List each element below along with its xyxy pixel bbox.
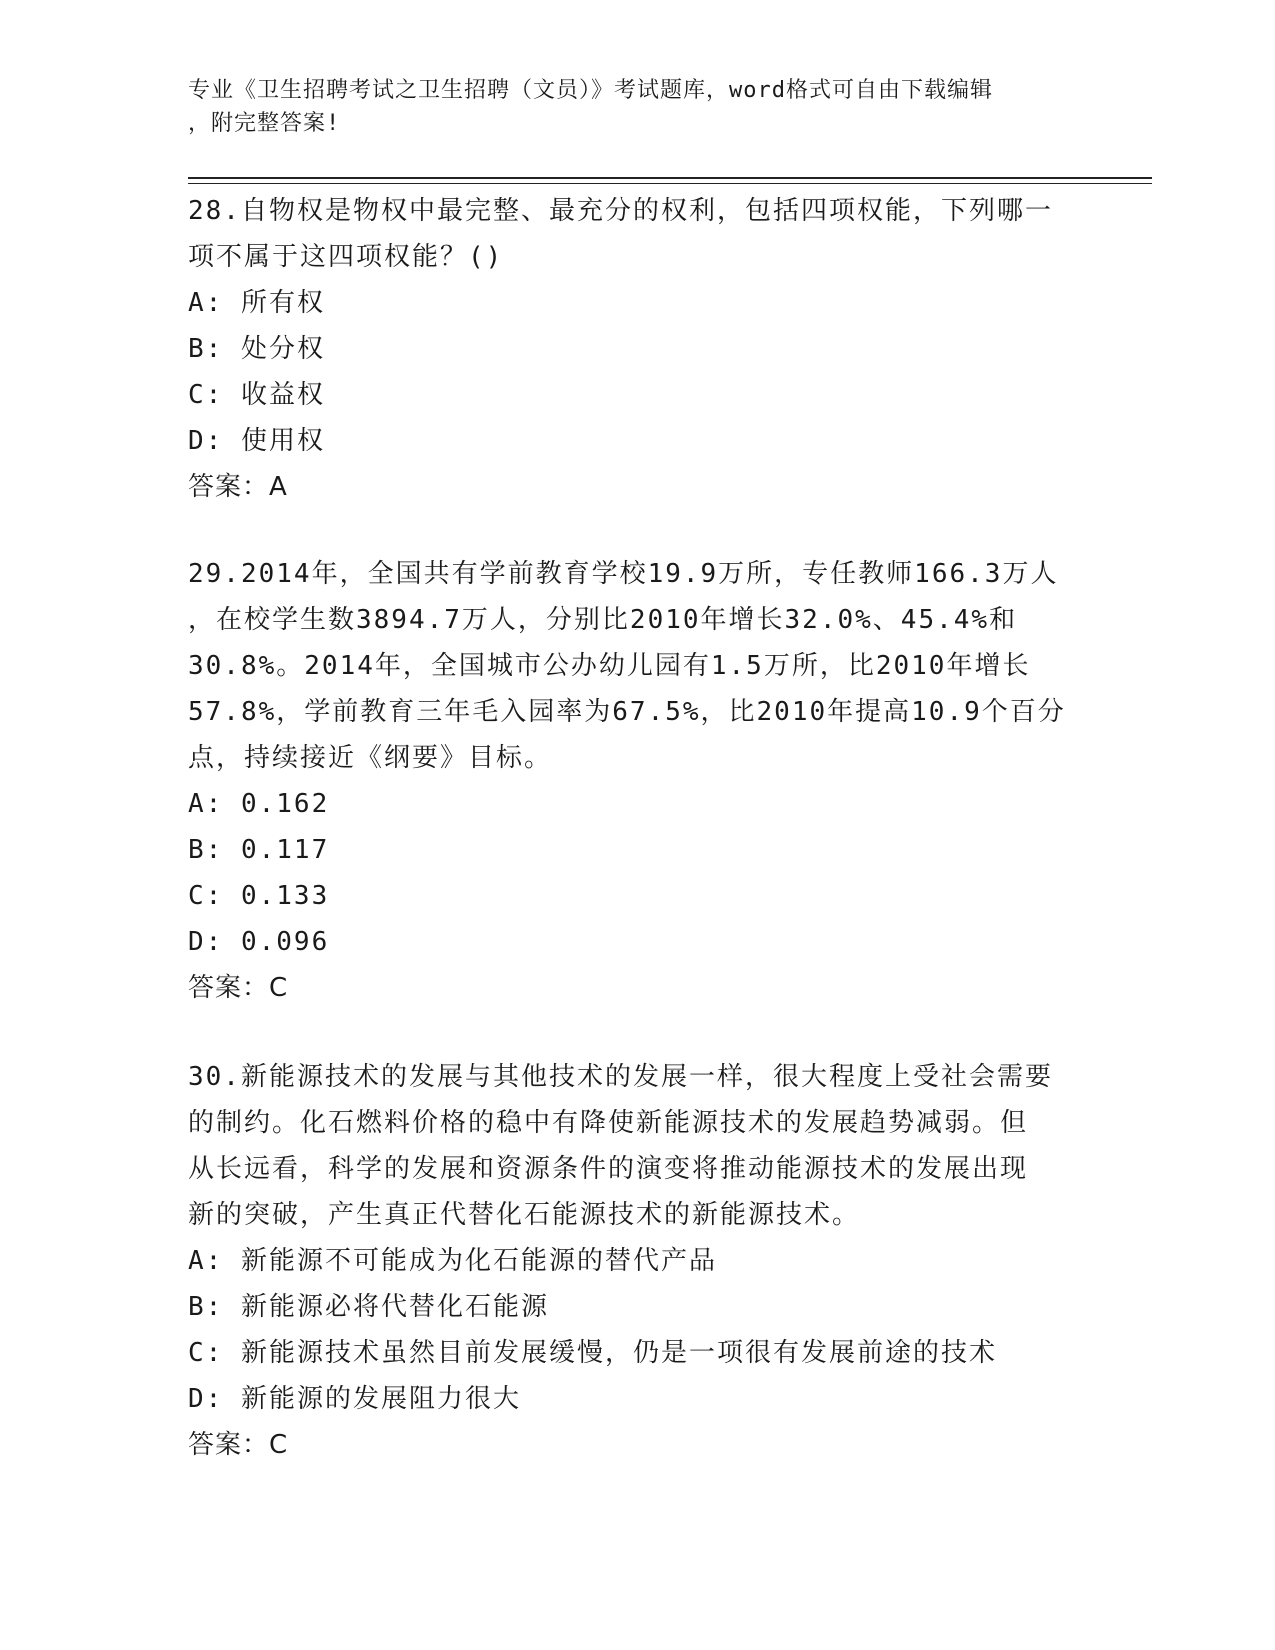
option-d: D: 使用权 [188, 426, 325, 456]
option-b: B: 新能源必将代替化石能源 [188, 1292, 549, 1322]
question-stem-line: 30.新能源技术的发展与其他技术的发展一样，很大程度上受社会需要 [188, 1062, 1053, 1092]
question-29 [188, 551, 1088, 1011]
option-a: A: 所有权 [188, 288, 325, 318]
option-b: B: 处分权 [188, 334, 325, 364]
question-stem-line: 29.2014年，全国共有学前教育学校19.9万所，专任教师166.3万人 [188, 559, 1059, 589]
document-header [188, 74, 1068, 140]
question-stem-line: 项不属于这四项权能？() [188, 242, 504, 272]
question-30 [188, 1054, 1088, 1468]
answer-line: 答案：C [188, 973, 289, 1003]
option-a: A: 新能源不可能成为化石能源的替代产品 [188, 1246, 717, 1276]
option-c: C: 收益权 [188, 380, 325, 410]
question-stem-line: 从长远看，科学的发展和资源条件的演变将推动能源技术的发展出现 [188, 1154, 1029, 1184]
option-c: C: 新能源技术虽然目前发展缓慢，仍是一项很有发展前途的技术 [188, 1338, 997, 1368]
option-a: A: 0.162 [188, 789, 330, 819]
option-d: D: 新能源的发展阻力很大 [188, 1384, 521, 1414]
option-b: B: 0.117 [188, 835, 330, 865]
option-c: C: 0.133 [188, 881, 330, 911]
question-stem-line: 30.8%。2014年，全国城市公办幼儿园有1.5万所，比2010年增长 [188, 651, 1031, 681]
option-d: D: 0.096 [188, 927, 330, 957]
question-stem-line: 28.自物权是物权中最完整、最充分的权利，包括四项权能，下列哪一 [188, 196, 1053, 226]
question-stem-line: 57.8%，学前教育三年毛入园率为67.5%，比2010年提高10.9个百分 [188, 697, 1066, 727]
question-stem-line: ，在校学生数3894.7万人，分别比2010年增长32.0%、45.4%和 [188, 605, 1018, 635]
header-line-1: 专业《卫生招聘考试之卫生招聘（文员）》考试题库，word格式可自由下载编辑 [188, 78, 993, 103]
header-divider-thick [188, 177, 1152, 179]
header-line-2: ，附完整答案! [188, 111, 341, 136]
question-stem-line: 的制约。化石燃料价格的稳中有降使新能源技术的发展趋势减弱。但 [188, 1108, 1029, 1138]
answer-line: 答案：A [188, 472, 288, 502]
question-28 [188, 188, 1088, 510]
header-divider-thin [188, 183, 1152, 184]
question-stem-line: 新的突破，产生真正代替化石能源技术的新能源技术。 [188, 1200, 861, 1230]
question-stem-line: 点，持续接近《纲要》目标。 [188, 743, 553, 773]
answer-line: 答案：C [188, 1430, 289, 1460]
